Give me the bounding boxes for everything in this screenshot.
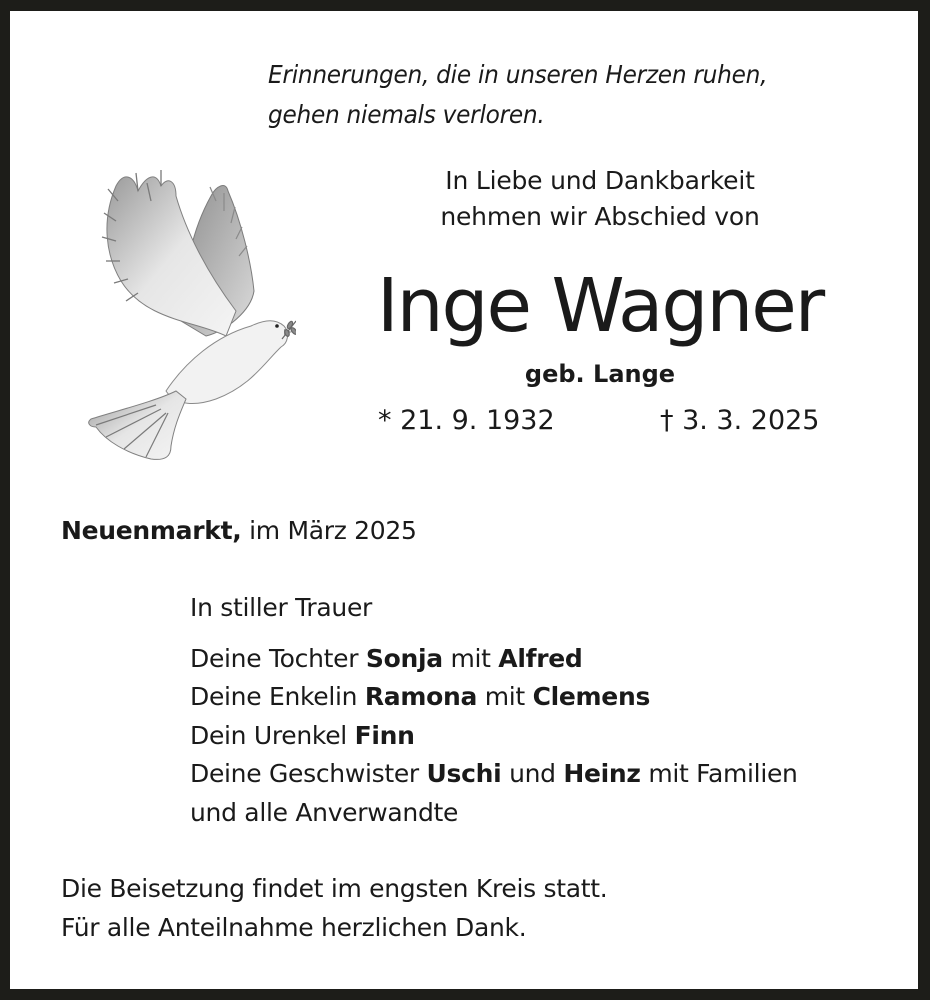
mourner-name: Finn bbox=[354, 720, 415, 750]
date: im März 2025 bbox=[241, 516, 417, 545]
mourner-relation: Deine Tochter bbox=[190, 643, 366, 673]
intro-text bbox=[370, 163, 830, 235]
intro-line-2: nehmen wir Abschied von bbox=[440, 202, 760, 231]
footer-text bbox=[61, 869, 607, 947]
maiden-name: geb. Lange bbox=[524, 360, 676, 388]
birth-date: * 21. 9. 1932 bbox=[378, 405, 555, 436]
mourner-relation: mit Familien bbox=[640, 759, 798, 788]
mourner-name: Heinz bbox=[563, 759, 641, 788]
mourner-relation: Dein Urenkel bbox=[190, 720, 355, 750]
place-and-date bbox=[61, 513, 417, 549]
mourner-name: Uschi bbox=[426, 759, 502, 788]
death-date: † 3. 3. 2025 bbox=[660, 405, 820, 436]
dove-icon bbox=[76, 161, 296, 461]
mourners-block bbox=[190, 589, 798, 832]
quote-line-1: Erinnerungen, die in unseren Herzen ruhen, bbox=[268, 60, 768, 89]
mourner-relation: und alle Anverwandte bbox=[190, 797, 459, 827]
footer-line-2: Für alle Anteilnahme herzlichen Dank. bbox=[61, 913, 527, 942]
place: Neuenmarkt, bbox=[61, 516, 242, 545]
mourner-name: Clemens bbox=[532, 682, 651, 711]
mourner-line bbox=[190, 717, 798, 756]
intro-line-1: In Liebe und Dankbarkeit bbox=[445, 166, 755, 195]
mourner-name: Alfred bbox=[498, 643, 583, 673]
memorial-quote bbox=[268, 55, 767, 135]
mourner-line bbox=[190, 755, 798, 794]
mourner-relation: und bbox=[501, 759, 564, 788]
obituary-card bbox=[10, 11, 918, 989]
mourner-line bbox=[190, 678, 798, 717]
quote-line-2: gehen niemals verloren. bbox=[268, 100, 545, 129]
mourner-line bbox=[190, 794, 798, 833]
mourner-line bbox=[190, 640, 798, 679]
mourners-heading: In stiller Trauer bbox=[190, 593, 373, 622]
mourner-name: Sonja bbox=[365, 643, 443, 673]
deceased-name: Inge Wagner bbox=[376, 263, 824, 349]
mourner-relation: mit bbox=[477, 682, 533, 711]
mourner-relation: mit bbox=[442, 643, 499, 673]
mourner-name: Ramona bbox=[364, 682, 478, 711]
mourner-relation: Deine Enkelin bbox=[190, 682, 365, 711]
mourner-relation: Deine Geschwister bbox=[190, 759, 427, 788]
mourner-list bbox=[190, 640, 798, 833]
footer-line-1: Die Beisetzung findet im engsten Kreis statt. bbox=[61, 874, 608, 903]
